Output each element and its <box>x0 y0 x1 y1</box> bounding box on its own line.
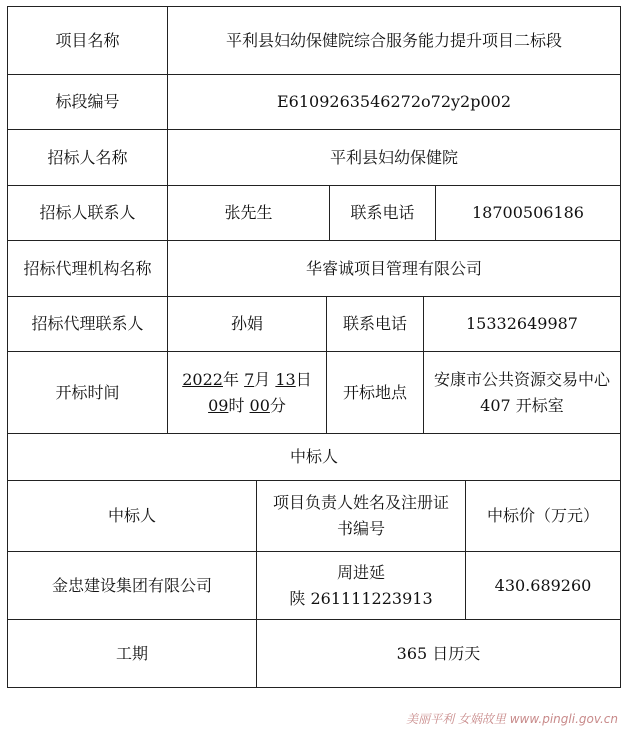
opening-place-value: 安康市公共资源交易中心 407 开标室 <box>423 351 621 434</box>
opening-year: 2022 <box>182 369 223 389</box>
opening-day: 13 <box>275 369 296 389</box>
tenderer-value: 平利县妇幼保健院 <box>167 129 621 186</box>
winner-section-title: 中标人 <box>7 433 621 481</box>
tenderer-contact-label: 招标人联系人 <box>7 185 168 241</box>
manager-value <box>256 551 466 620</box>
tenderer-contact-value: 张先生 <box>167 185 330 241</box>
opening-minute: 00 <box>249 395 270 415</box>
tenderer-phone-value: 18700506186 <box>435 185 621 241</box>
project-name-value: 平利县妇幼保健院综合服务能力提升项目二标段 <box>167 6 621 75</box>
agency-contact-value: 孙娟 <box>167 296 327 352</box>
winner-value: 金忠建设集团有限公司 <box>7 551 257 620</box>
opening-time-value: 2022年 7月 13日 09时 00分 <box>167 351 327 434</box>
winner-header: 中标人 <box>7 480 257 552</box>
agency-label: 招标代理机构名称 <box>7 240 168 297</box>
opening-hour: 09 <box>208 395 229 415</box>
price-value: 430.689260 <box>465 551 621 620</box>
tenderer-label: 招标人名称 <box>7 129 168 186</box>
opening-month: 7 <box>244 369 255 389</box>
section-no-label: 标段编号 <box>7 74 168 130</box>
opening-place-label: 开标地点 <box>326 351 424 434</box>
manager-name: 周进延 <box>336 562 385 582</box>
duration-label: 工期 <box>7 619 257 688</box>
manager-header: 项目负责人姓名及注册证书编号 <box>256 480 466 552</box>
agency-contact-label: 招标代理联系人 <box>7 296 168 352</box>
manager-cert: 陕 261111223913 <box>289 588 433 608</box>
agency-phone-label: 联系电话 <box>326 296 424 352</box>
duration-value: 365 日历天 <box>256 619 621 688</box>
project-name-label: 项目名称 <box>7 6 168 75</box>
agency-value: 华睿诚项目管理有限公司 <box>167 240 621 297</box>
site-watermark: 美丽平利 女娲故里 www.pingli.gov.cn <box>406 712 618 726</box>
opening-time-label: 开标时间 <box>7 351 168 434</box>
section-no-value: E6109263546272o72y2p002 <box>167 74 621 130</box>
tenderer-phone-label: 联系电话 <box>329 185 436 241</box>
agency-phone-value: 15332649987 <box>423 296 621 352</box>
price-header: 中标价（万元） <box>465 480 621 552</box>
